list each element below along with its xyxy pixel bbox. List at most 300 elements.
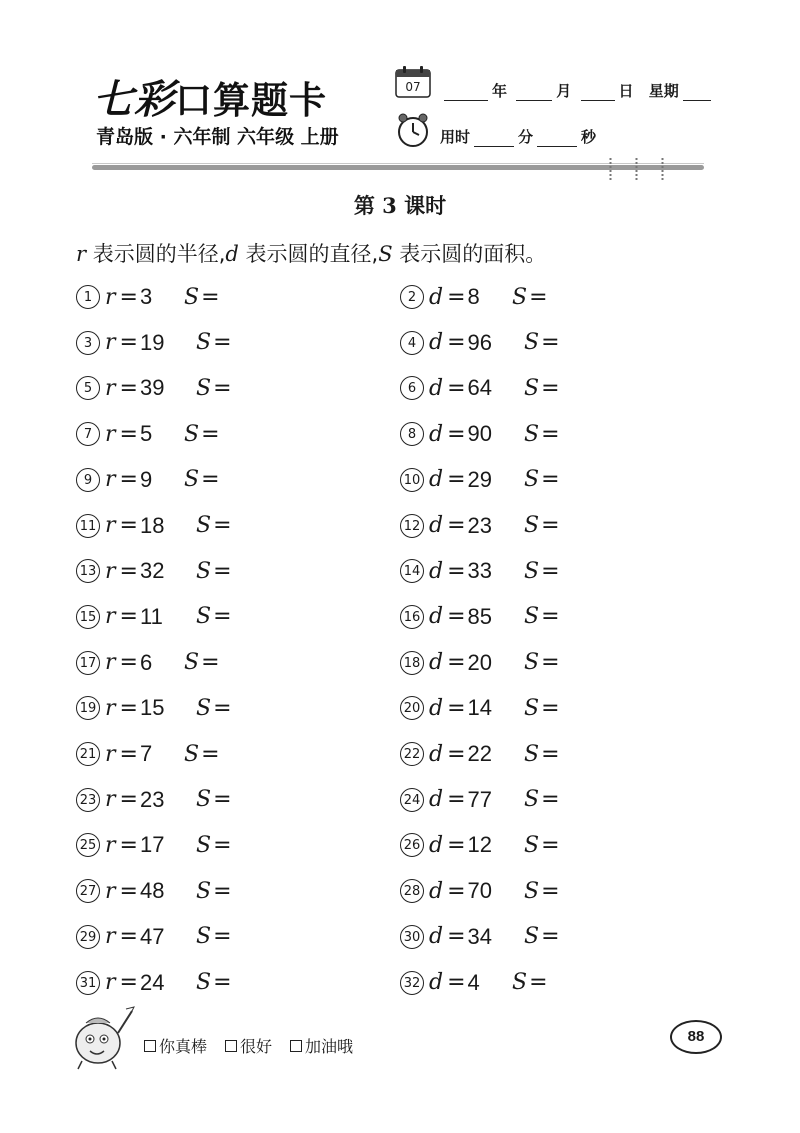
problem-variable: d <box>429 650 444 676</box>
problem-value: 77 <box>467 786 493 812</box>
problem-number: 9 <box>76 468 100 492</box>
area-equals: = <box>213 513 232 538</box>
year-blank[interactable] <box>444 86 488 101</box>
problem-number: 18 <box>400 651 424 675</box>
area-equals: = <box>201 650 220 676</box>
area-label: S <box>184 421 200 447</box>
area-label: S <box>524 787 540 813</box>
problem-value: 3 <box>139 284 153 309</box>
problem-equals: = <box>119 330 138 356</box>
problem-equals: = <box>447 421 466 447</box>
area-answer[interactable] <box>196 376 234 401</box>
eval-option-great[interactable] <box>144 1034 207 1057</box>
area-label: S <box>524 695 540 721</box>
area-answer[interactable] <box>524 833 562 858</box>
problem-number: 4 <box>400 331 424 355</box>
area-equals: = <box>541 375 560 401</box>
problem-number: 1 <box>76 285 100 309</box>
area-equals: = <box>201 741 220 767</box>
area-label: S <box>196 832 212 858</box>
problem-variable: r <box>105 878 116 904</box>
problem-value: 22 <box>467 741 493 766</box>
problem-variable: r <box>105 924 116 950</box>
seconds-blank[interactable] <box>537 132 577 147</box>
time-label: 用时 <box>440 128 471 146</box>
problem-value: 7 <box>139 741 153 766</box>
problem-equals: = <box>447 284 466 310</box>
area-answer[interactable] <box>196 787 234 812</box>
area-equals: = <box>213 604 232 630</box>
problem-variable: d <box>429 467 444 493</box>
problem-variable: r <box>105 650 116 676</box>
area-label: S <box>524 924 540 950</box>
problem-variable: d <box>429 558 444 584</box>
year-label: 年 <box>492 82 508 100</box>
binder-ring-icon <box>661 158 664 180</box>
lesson-title: 第 3 课时 <box>353 193 447 218</box>
problem-value: 12 <box>467 832 493 858</box>
problem-variable: r <box>105 695 116 721</box>
area-equals: = <box>213 970 232 995</box>
self-evaluation <box>144 1034 371 1057</box>
problem-value: 90 <box>467 421 493 447</box>
instruction-s: S <box>378 242 393 266</box>
problem-variable: d <box>429 832 444 858</box>
problem-number: 29 <box>76 925 100 949</box>
checkbox-icon[interactable] <box>290 1040 302 1052</box>
checkbox-icon[interactable] <box>225 1040 237 1052</box>
area-answer[interactable] <box>196 559 234 584</box>
problem-equals: = <box>447 878 466 904</box>
seconds-label: 秒 <box>581 128 597 146</box>
problem-variable: d <box>429 924 444 950</box>
problem-variable: r <box>105 513 116 538</box>
minutes-blank[interactable] <box>474 132 514 147</box>
area-equals: = <box>541 513 560 538</box>
problem-value: 23 <box>467 512 493 538</box>
problem-number: 13 <box>76 559 100 583</box>
problem-equals: = <box>447 558 466 584</box>
area-equals: = <box>213 787 232 813</box>
area-answer[interactable] <box>196 330 234 355</box>
area-answer[interactable] <box>524 787 562 812</box>
problem-number: 24 <box>400 788 424 812</box>
mascot-icon <box>68 1005 138 1071</box>
problem-item <box>400 695 560 721</box>
problem-equals: = <box>119 467 138 493</box>
day-label: 日 <box>618 82 634 100</box>
problem-number: 14 <box>400 559 424 583</box>
problem-value: 47 <box>139 923 165 949</box>
clock-icon <box>395 112 431 148</box>
weekday-label: 星期 <box>648 82 679 100</box>
problem-item <box>76 695 232 721</box>
area-equals: = <box>541 421 560 447</box>
area-label: S <box>512 970 528 995</box>
checkbox-icon[interactable] <box>144 1040 156 1052</box>
eval-option-good[interactable] <box>225 1034 272 1057</box>
problem-item <box>400 466 560 493</box>
problem-value: 32 <box>139 558 165 584</box>
area-label: S <box>196 695 212 721</box>
problem-variable: d <box>429 787 444 813</box>
area-equals: = <box>213 924 232 950</box>
area-equals: = <box>529 284 548 310</box>
problem-item <box>76 603 232 630</box>
area-label: S <box>524 878 540 904</box>
area-label: S <box>524 513 540 538</box>
area-label: S <box>196 375 212 401</box>
problem-item <box>400 284 548 310</box>
problem-equals: = <box>119 558 138 584</box>
problem-value: 70 <box>467 878 493 904</box>
header-divider <box>92 165 704 170</box>
problem-number: 26 <box>400 833 424 857</box>
problem-equals: = <box>119 878 138 904</box>
area-answer[interactable] <box>196 513 234 538</box>
problem-variable: r <box>105 558 116 584</box>
area-label: S <box>184 650 200 676</box>
area-answer[interactable] <box>524 559 562 584</box>
area-label: S <box>196 970 212 995</box>
area-label: S <box>184 284 200 310</box>
area-answer[interactable] <box>196 879 234 904</box>
problem-value: 4 <box>467 969 480 995</box>
area-answer[interactable] <box>512 970 550 995</box>
area-equals: = <box>201 467 220 493</box>
area-answer[interactable] <box>184 285 222 310</box>
problem-equals: = <box>119 513 138 538</box>
problem-value: 17 <box>139 832 165 858</box>
problem-item <box>76 466 220 493</box>
problem-item <box>76 649 220 676</box>
problem-number: 20 <box>400 696 424 720</box>
area-answer[interactable] <box>512 285 550 310</box>
problem-number: 32 <box>400 971 424 995</box>
minutes-label: 分 <box>518 128 534 146</box>
problem-item <box>76 284 220 310</box>
problem-value: 85 <box>467 603 493 629</box>
page-number: 88 <box>670 1020 722 1054</box>
problem-number: 17 <box>76 651 100 675</box>
area-equals: = <box>541 924 560 950</box>
area-equals: = <box>541 558 560 584</box>
problem-equals: = <box>119 832 138 858</box>
problem-number: 31 <box>76 971 100 995</box>
problem-number: 8 <box>400 422 424 446</box>
problem-equals: = <box>119 650 138 676</box>
problem-variable: d <box>429 695 444 721</box>
eval-label: 你真棒 <box>159 1037 208 1056</box>
eval-label: 很好 <box>240 1037 273 1056</box>
area-label: S <box>196 513 212 538</box>
problem-value: 23 <box>139 786 165 812</box>
problem-item <box>76 375 232 401</box>
day-blank[interactable] <box>581 86 615 101</box>
eval-label: 加油哦 <box>305 1037 354 1056</box>
problem-variable: r <box>105 604 116 630</box>
problem-item <box>76 923 232 950</box>
problem-equals: = <box>119 375 138 401</box>
problem-variable: r <box>105 330 116 356</box>
calendar-icon <box>395 66 431 98</box>
area-answer[interactable] <box>524 742 562 767</box>
problem-item <box>76 878 232 904</box>
date-line <box>440 80 715 101</box>
problem-equals: = <box>447 832 466 858</box>
area-equals: = <box>541 832 560 858</box>
area-equals: = <box>201 421 220 447</box>
area-label: S <box>196 878 212 904</box>
problem-number: 16 <box>400 605 424 629</box>
problem-variable: d <box>429 375 444 401</box>
problem-number: 22 <box>400 742 424 766</box>
problem-number: 12 <box>400 514 424 538</box>
problem-item <box>400 512 560 539</box>
area-label: S <box>524 330 540 356</box>
problem-equals: = <box>119 421 138 447</box>
problem-item <box>400 603 560 630</box>
area-equals: = <box>541 787 560 813</box>
weekday-blank[interactable] <box>683 86 711 101</box>
eval-option-keep-going[interactable] <box>290 1034 353 1057</box>
area-label: S <box>196 604 212 630</box>
problem-equals: = <box>119 924 138 950</box>
instruction-part3: 表示圆的面积。 <box>392 242 547 266</box>
area-answer[interactable] <box>524 924 562 949</box>
area-equals: = <box>213 832 232 858</box>
problem-variable: d <box>429 513 444 538</box>
problem-value: 19 <box>139 329 165 355</box>
area-label: S <box>524 741 540 767</box>
problem-number: 19 <box>76 696 100 720</box>
instruction-text <box>76 238 546 268</box>
problem-variable: r <box>105 467 116 493</box>
problem-equals: = <box>447 513 466 538</box>
area-label: S <box>196 924 212 950</box>
area-label: S <box>196 787 212 813</box>
problem-item <box>400 741 560 767</box>
area-answer[interactable] <box>524 422 562 447</box>
month-label: 月 <box>556 82 572 100</box>
problem-equals: = <box>447 650 466 676</box>
problem-value: 64 <box>467 375 493 401</box>
problem-item <box>76 329 232 356</box>
instruction-part1: 表示圆的半径, <box>86 242 226 266</box>
problem-value: 15 <box>139 695 165 721</box>
problem-item <box>76 512 232 539</box>
area-equals: = <box>541 878 560 904</box>
problem-item <box>76 832 232 858</box>
area-equals: = <box>213 558 232 584</box>
area-label: S <box>524 375 540 401</box>
area-equals: = <box>201 284 220 310</box>
area-equals: = <box>541 467 560 493</box>
problem-number: 10 <box>400 468 424 492</box>
problem-equals: = <box>119 284 138 310</box>
problem-item <box>400 786 560 813</box>
problem-variable: r <box>105 421 116 447</box>
brand-title-first: 七彩 <box>93 76 175 123</box>
problem-variable: d <box>429 284 444 310</box>
problem-number: 5 <box>76 376 100 400</box>
brand-title-rest: 口算题卡 <box>175 79 327 122</box>
problem-equals: = <box>447 375 466 401</box>
area-equals: = <box>529 970 548 995</box>
brand-title <box>93 68 327 125</box>
problem-number: 11 <box>76 514 100 538</box>
area-answer[interactable] <box>184 742 222 767</box>
problem-item <box>400 649 560 676</box>
problem-variable: r <box>105 787 116 813</box>
area-label: S <box>524 650 540 676</box>
problem-variable: d <box>429 421 444 447</box>
problem-value: 34 <box>467 923 493 949</box>
area-label: S <box>524 558 540 584</box>
area-equals: = <box>213 375 232 401</box>
area-answer[interactable] <box>196 970 234 995</box>
area-label: S <box>196 558 212 584</box>
problem-value: 9 <box>139 466 153 492</box>
problem-value: 14 <box>467 695 493 721</box>
problem-variable: r <box>105 375 116 401</box>
area-label: S <box>196 330 212 356</box>
area-equals: = <box>541 330 560 356</box>
area-label: S <box>524 421 540 447</box>
edition-subtitle: 青岛版 · 六年制 六年级 上册 <box>96 126 339 148</box>
problem-value: 8 <box>467 284 480 309</box>
binder-ring-icon <box>635 158 638 180</box>
problem-number: 30 <box>400 925 424 949</box>
problem-number: 15 <box>76 605 100 629</box>
problem-equals: = <box>119 741 138 767</box>
problem-equals: = <box>447 695 466 721</box>
area-answer[interactable] <box>196 696 234 721</box>
instruction-r: r <box>76 242 87 266</box>
area-answer[interactable] <box>184 650 222 675</box>
calendar-day-text: 07 <box>405 80 421 94</box>
problem-equals: = <box>447 924 466 950</box>
area-label: S <box>184 741 200 767</box>
area-answer[interactable] <box>524 604 562 629</box>
problem-item <box>76 969 232 996</box>
problem-variable: d <box>429 330 444 356</box>
problem-value: 6 <box>139 649 153 675</box>
area-equals: = <box>541 695 560 721</box>
area-answer[interactable] <box>524 467 562 492</box>
problem-number: 28 <box>400 879 424 903</box>
problem-equals: = <box>447 330 466 356</box>
time-line <box>440 126 596 147</box>
area-answer[interactable] <box>184 422 222 447</box>
area-equals: = <box>213 695 232 721</box>
area-answer[interactable] <box>184 467 222 492</box>
problem-value: 18 <box>139 512 165 538</box>
area-equals: = <box>213 330 232 356</box>
problem-variable: d <box>429 970 444 995</box>
problem-value: 11 <box>139 603 163 629</box>
problem-variable: d <box>429 741 444 767</box>
problem-item <box>400 558 560 584</box>
area-equals: = <box>213 878 232 904</box>
month-blank[interactable] <box>516 86 552 101</box>
area-answer[interactable] <box>524 696 562 721</box>
problem-number: 21 <box>76 742 100 766</box>
area-answer[interactable] <box>196 833 234 858</box>
area-answer[interactable] <box>524 513 562 538</box>
problem-number: 3 <box>76 331 100 355</box>
problem-variable: r <box>105 284 116 310</box>
area-label: S <box>524 467 540 493</box>
problem-number: 2 <box>400 285 424 309</box>
problem-value: 48 <box>139 878 165 904</box>
problem-value: 39 <box>139 375 165 401</box>
header-rule-highlight <box>92 163 704 164</box>
problem-item <box>76 786 232 813</box>
problem-value: 5 <box>139 421 153 447</box>
area-answer[interactable] <box>524 330 562 355</box>
area-answer[interactable] <box>524 650 562 675</box>
problem-item <box>400 878 560 904</box>
problem-equals: = <box>447 467 466 493</box>
problem-variable: r <box>105 832 116 858</box>
problem-item <box>76 741 220 767</box>
area-label: S <box>524 604 540 630</box>
problem-variable: d <box>429 604 444 630</box>
area-label: S <box>524 832 540 858</box>
problem-variable: r <box>105 741 116 767</box>
problem-value: 24 <box>139 969 165 995</box>
problem-value: 33 <box>467 558 493 584</box>
problem-item <box>400 421 560 447</box>
instruction-d: d <box>225 242 239 266</box>
problem-variable: r <box>105 970 116 995</box>
problem-item <box>76 558 232 584</box>
problem-item <box>400 923 560 950</box>
problem-number: 23 <box>76 788 100 812</box>
problem-equals: = <box>119 970 138 995</box>
problem-equals: = <box>447 741 466 767</box>
problem-number: 27 <box>76 879 100 903</box>
problem-value: 20 <box>467 649 493 675</box>
problem-equals: = <box>119 787 138 813</box>
binder-ring-icon <box>609 158 612 180</box>
problem-equals: = <box>119 604 138 630</box>
instruction-part2: 表示圆的直径, <box>238 242 379 266</box>
area-equals: = <box>541 604 560 630</box>
problem-value: 96 <box>467 329 493 355</box>
problem-equals: = <box>447 604 466 630</box>
problem-item <box>400 969 548 996</box>
area-answer[interactable] <box>196 924 234 949</box>
problem-equals: = <box>119 695 138 721</box>
problem-variable: d <box>429 878 444 904</box>
problem-number: 25 <box>76 833 100 857</box>
area-label: S <box>184 467 200 493</box>
area-equals: = <box>541 741 560 767</box>
area-equals: = <box>541 650 560 676</box>
problem-number: 6 <box>400 376 424 400</box>
area-answer[interactable] <box>524 879 562 904</box>
problem-equals: = <box>447 970 466 995</box>
problem-item <box>76 421 220 447</box>
area-label: S <box>512 284 528 310</box>
area-answer[interactable] <box>196 604 234 629</box>
area-answer[interactable] <box>524 376 562 401</box>
problem-equals: = <box>447 787 466 813</box>
problem-number: 7 <box>76 422 100 446</box>
problem-item <box>400 329 560 356</box>
